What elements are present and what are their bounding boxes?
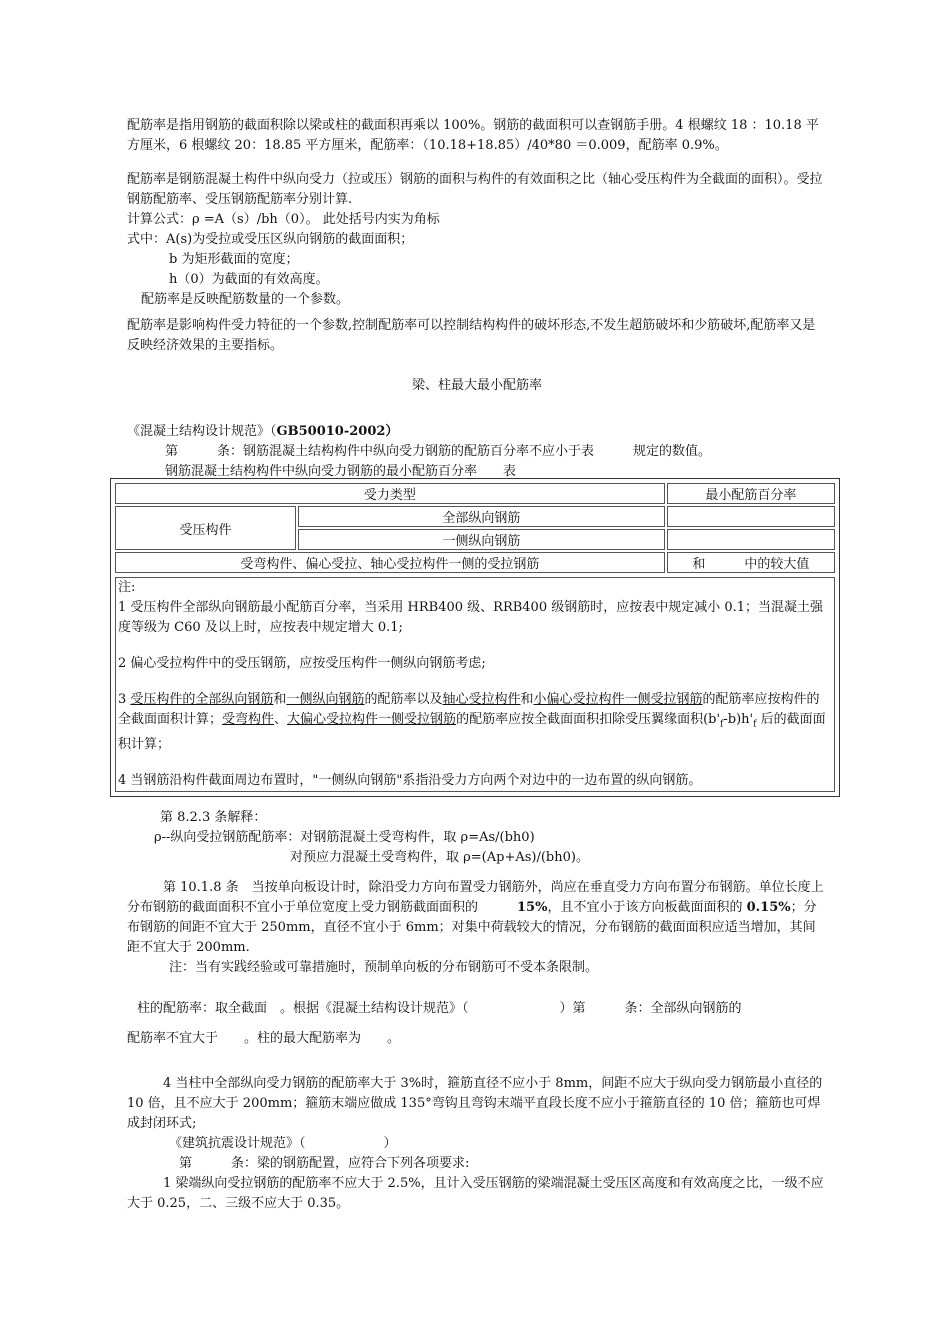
article-823	[154, 808, 840, 868]
article-823-title: 第 8.2.3 条解释：	[160, 810, 267, 825]
header-min-ratio: 最小配筋百分率	[667, 483, 835, 504]
column-ratio-line-2: 配筋率不宜大于 。柱的最大配筋率为 。	[127, 1031, 401, 1046]
heading-text: 梁、柱最大最小配筋率	[411, 378, 542, 393]
where-line: 式中：A(s)为受拉或受压区纵向钢筋的截面面积；	[127, 232, 414, 247]
table-notes	[115, 577, 835, 792]
note-3: 3 受压构件的全部纵向钢筋和一侧纵向钢筋的配筋率以及轴心受拉构件和小偏心受拉构件一侧受拉钢筋的配筋率应按构件的全截面面积计算；受弯构件、大偏心受拉构件一侧受拉钢筋的配筋率应按全截面面积扣除受压翼缘面积$(b'_f-b)h'_f$ 后的截面面积计算；	[118, 692, 826, 752]
table-caption: 钢筋混凝土结构构件中纵向受力钢筋的最小配筋百分率 表	[165, 464, 517, 479]
code-ref-line: 《混凝土结构设计规范》（GB50010-2002）	[127, 424, 399, 439]
paragraph-text: 配筋率是指用钢筋的截面积除以梁或柱的截面积再乘以 100%。钢筋的截面积可以查钢筋手册。4 根螺纹 18 ：10.18 平方厘米，6 根螺纹 20：18.85 平方厘米，配筋率：（10.18+18.85）/40*80 ＝0.009，配筋率 0.9%。	[127, 118, 819, 153]
note-4: 4 当钢筋沿构件截面周边布置时，"一侧纵向钢筋"系指沿受力方向两个对边中的一边布置的纵向钢筋。	[118, 772, 702, 788]
bending-member-cell: 受弯构件、偏心受拉、轴心受拉构件一侧的受拉钢筋	[115, 552, 665, 573]
all-longitudinal-cell: 全部纵向钢筋	[298, 506, 665, 527]
paragraph-text: 配筋率是影响构件受力特征的一个参数,控制配筋率可以控制结构构件的破坏形态,不发生超筋破坏和少筋破坏,配筋率又是反映经济效果的主要指标。	[127, 318, 816, 353]
paragraph-definition	[127, 116, 827, 156]
seismic-code-ref: 《建筑抗震设计规范》（ ）	[169, 1136, 397, 1151]
code-reference	[127, 422, 847, 482]
min-ratio-table	[110, 478, 840, 797]
param-line: 配筋率是反映配筋数量的一个参数。	[141, 292, 350, 307]
rho-definition-2: 对预应力混凝土受弯构件，取 ρ=(Ap+As)/(bh0)。	[290, 850, 589, 865]
stirrup-rules	[127, 1074, 827, 1214]
paragraph-text: 配筋率是钢筋混凝土构件中纵向受力（拉或压）钢筋的面积与构件的有效面积之比（轴心受压构件为全截面的面积）。受拉钢筋配筋率、受压钢筋配筋率分别计算.	[127, 172, 823, 207]
h-definition: h（0）为截面的有效高度。	[169, 272, 329, 287]
stirrup-paragraph: 4 当柱中全部纵向受力钢筋的配筋率大于 3%时，箍筋直径不应小于 8mm，间距不应大于纵向受力钢筋最小直径的 10 倍，且不应大于 200mm；箍筋末端应做成 135°弯钩且弯钩末端平直段长度不应小于箍筋直径的 10 倍；箍筋也可焊成封闭环式;	[127, 1076, 823, 1131]
article-1018-text: 第 10.1.8 条 当按单向板设计时，除沿受力方向布置受力钢筋外，尚应在垂直受力方向布置分布钢筋。单位长度上分布钢筋的截面面积不宜小于单位宽度上受力钢筋截面面积的 15%，且不宜小于该方向板截面面积的 0.15%；分布钢筋的间距不宜大于 250mm，直径不宜小于 6mm；对集中荷载较大的情况，分布钢筋的截面面积应适当增加，其间距不宜大于 200mm.	[127, 880, 824, 955]
column-ratio-line-1: 柱的配筋率：取全截面 。根据《混凝土结构设计规范》（ ）第 条：全部纵向钢筋的	[137, 1001, 742, 1016]
one-side-longitudinal-cell: 一侧纵向钢筋	[298, 529, 665, 550]
header-force-type: 受力类型	[115, 483, 665, 504]
larger-value-cell: 和 中的较大值	[667, 552, 835, 573]
note-1: 1 受压构件全部纵向钢筋最小配筋百分率，当采用 HRB400 级、RRB400 级钢筋时，应按表中规定减小 0.1；当混凝土强度等级为 C60 及以上时，应按表中规定增大 0.1;	[118, 600, 824, 635]
beam-rule-1: 1 梁端纵向受拉钢筋的配筋率不应大于 2.5%，且计入受压钢筋的梁端混凝土受压区高度和有效高度之比，一级不应大于 0.25，二、三级不应大于 0.35。	[127, 1176, 824, 1211]
rho-definition-1: ρ--纵向受拉钢筋配筋率：对钢筋混凝土受弯构件，取 ρ=As/(bh0)	[154, 830, 535, 845]
article-1018	[127, 878, 827, 978]
formula-line: 计算公式：ρ =A（s）/bh（0）。 此处括号内实为角标	[127, 212, 440, 227]
compression-member-cell: 受压构件	[115, 506, 296, 550]
section-heading	[127, 376, 827, 396]
b-definition: b 为矩形截面的宽度；	[169, 252, 299, 267]
article-1018-note: 注：当有实践经验或可靠措施时，预制单向板的分布钢筋可不受本条限制。	[169, 960, 599, 975]
paragraph-influence	[127, 316, 827, 356]
empty-value-cell	[667, 529, 835, 550]
paragraph-ratio	[127, 170, 827, 310]
column-ratio	[127, 994, 827, 1054]
article-line: 第 条：钢筋混凝土结构构件中纵向受力钢筋的配筋百分率不应小于表 规定的数值。	[165, 444, 712, 459]
note-2: 2 偏心受拉构件中的受压钢筋，应按受压构件一侧纵向钢筋考虑;	[118, 656, 486, 671]
beam-article-line: 第 条：梁的钢筋配置，应符合下列各项要求:	[179, 1156, 470, 1171]
note-title: 注:	[118, 580, 136, 595]
empty-value-cell	[667, 506, 835, 527]
